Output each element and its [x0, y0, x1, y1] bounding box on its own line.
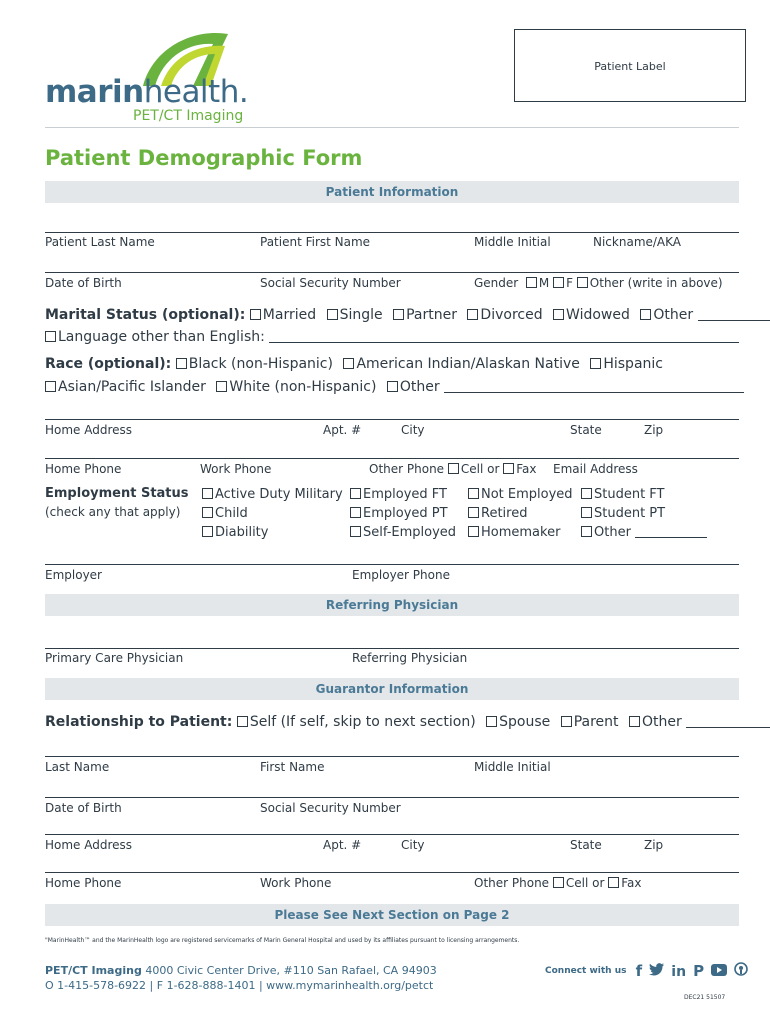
label-home-phone: Home Phone	[45, 462, 122, 476]
social-links	[545, 961, 748, 980]
label-g-state: State	[570, 838, 602, 852]
rel-parent-checkbox[interactable]: Parent	[561, 714, 619, 730]
emp-student-ft-checkbox[interactable]: Student FT	[581, 487, 707, 506]
race-asian-checkbox[interactable]: Asian/Pacific Islander	[45, 379, 206, 395]
phone-cell-checkbox[interactable]: Cell or	[448, 462, 500, 476]
relationship-row	[45, 714, 770, 730]
label-other-phone: Other Phone	[369, 462, 445, 476]
page-title: Patient Demographic Form	[45, 146, 363, 170]
label-referring: Referring Physician	[352, 651, 468, 665]
race-other-checkbox[interactable]: Other	[387, 379, 440, 395]
connect-text: Connect with us	[545, 966, 627, 976]
footer-phone-line: O 1-415-578-6922 | F 1-628-888-1401 | www.mymarinhealth.org/petct	[45, 979, 434, 992]
line-employer	[45, 564, 739, 565]
label-last-name: Patient Last Name	[45, 235, 155, 249]
emp-other-input[interactable]	[635, 525, 707, 538]
logo	[45, 28, 249, 126]
emp-employed-ft-checkbox[interactable]: Employed FT	[350, 487, 456, 506]
race-hispanic-checkbox[interactable]: Hispanic	[590, 356, 663, 372]
brand-subtitle: PET/CT Imaging	[133, 108, 244, 124]
label-ssn: Social Security Number	[260, 276, 401, 290]
race-row-2	[45, 379, 744, 395]
marital-status-row	[45, 307, 770, 323]
label-home-address: Home Address	[45, 423, 133, 437]
label-relationship: Relationship to Patient:	[45, 714, 233, 730]
line-g-dob	[45, 797, 739, 798]
label-employer-phone: Employer Phone	[352, 568, 450, 582]
footer-org: PET/CT Imaging	[45, 964, 142, 977]
header-divider	[45, 127, 739, 128]
race-white-checkbox[interactable]: White (non-Hispanic)	[216, 379, 376, 395]
race-row-1	[45, 356, 663, 372]
language-checkbox[interactable]: Language other than English:	[45, 329, 265, 345]
marital-single-checkbox[interactable]: Single	[327, 307, 383, 323]
label-gender: Gender	[474, 276, 519, 290]
emp-child-checkbox[interactable]: Child	[202, 506, 343, 525]
line-dob	[45, 272, 739, 273]
employment-status-label	[45, 486, 189, 519]
trademark-note: "MarinHealth™ and the MarinHealth logo are registered servicemarks of Marin General Hospital and used by its affiliates pursuant to licensing arrangements.	[45, 937, 520, 944]
gender-m-checkbox[interactable]: M	[526, 276, 549, 290]
g-phone-cell-checkbox[interactable]: Cell or	[553, 876, 605, 890]
label-g-address: Home Address	[45, 838, 133, 852]
label-g-dob: Date of Birth	[45, 801, 122, 815]
patient-label-text: Patient Label	[594, 60, 666, 73]
phone-fax-checkbox[interactable]: Fax	[503, 462, 536, 476]
gender-other-checkbox[interactable]: Other (write in above)	[577, 276, 723, 290]
form-code: DEC21 51507	[684, 994, 726, 1001]
patient-label-box	[514, 29, 746, 102]
label-g-ssn: Social Security Number	[260, 801, 401, 815]
section-bar-patient: Patient Information	[45, 181, 739, 203]
marital-divorced-checkbox[interactable]: Divorced	[467, 307, 542, 323]
label-g-middle: Middle Initial	[474, 760, 551, 774]
label-g-apt: Apt. #	[323, 838, 362, 852]
brand-name-a: marin	[45, 74, 144, 110]
employment-col-1	[202, 487, 343, 544]
language-input[interactable]	[269, 330, 739, 343]
linkedin-icon[interactable]: in	[671, 964, 687, 980]
twitter-icon[interactable]	[649, 963, 664, 976]
line-g-address	[45, 834, 739, 835]
emp-retired-checkbox[interactable]: Retired	[468, 506, 573, 525]
emp-homemaker-checkbox[interactable]: Homemaker	[468, 525, 573, 544]
rel-spouse-checkbox[interactable]: Spouse	[486, 714, 550, 730]
label-g-last: Last Name	[45, 760, 110, 774]
rel-other-input[interactable]	[686, 715, 770, 728]
label-g-zip: Zip	[644, 838, 664, 852]
brand-name-b: health.	[143, 74, 249, 110]
rel-other-checkbox[interactable]: Other	[629, 714, 682, 730]
label-apt: Apt. #	[323, 423, 362, 437]
label-middle: Middle Initial	[474, 235, 551, 249]
line-address	[45, 419, 739, 420]
line-phone	[45, 458, 739, 459]
label-work-phone: Work Phone	[200, 462, 272, 476]
emp-diability-checkbox[interactable]: Diability	[202, 525, 343, 544]
label-g-other-phone: Other Phone	[474, 876, 550, 890]
label-city: City	[401, 423, 425, 437]
section-bar-next: Please See Next Section on Page 2	[45, 904, 739, 926]
label-g-home-phone: Home Phone	[45, 876, 122, 890]
footer-address-line	[45, 964, 437, 977]
line-g-phone	[45, 872, 739, 873]
employment-col-4	[581, 487, 707, 544]
language-row	[45, 329, 739, 345]
race-american-indian-checkbox[interactable]: American Indian/Alaskan Native	[343, 356, 579, 372]
label-email: Email Address	[553, 462, 638, 476]
label-state: State	[570, 423, 602, 437]
label-zip: Zip	[644, 423, 664, 437]
section-bar-referring: Referring Physician	[45, 594, 739, 616]
employment-col-3	[468, 487, 573, 544]
line-physician	[45, 648, 739, 649]
gender-field	[474, 276, 723, 290]
label-pcp: Primary Care Physician	[45, 651, 184, 665]
marital-other-checkbox[interactable]: Other	[640, 307, 693, 323]
label-employment: Employment Status	[45, 486, 189, 501]
label-first-name: Patient First Name	[260, 235, 371, 249]
marital-married-checkbox[interactable]: Married	[250, 307, 316, 323]
section-bar-guarantor: Guarantor Information	[45, 678, 739, 700]
race-other-input[interactable]	[444, 380, 744, 393]
line-g-name	[45, 756, 739, 757]
emp-student-pt-checkbox[interactable]: Student PT	[581, 506, 707, 525]
marital-partner-checkbox[interactable]: Partner	[393, 307, 457, 323]
g-phone-fax-checkbox[interactable]: Fax	[608, 876, 641, 890]
emp-employed-pt-checkbox[interactable]: Employed PT	[350, 506, 456, 525]
g-other-phone-field	[474, 876, 642, 890]
youtube-icon[interactable]	[711, 964, 727, 976]
podcast-icon[interactable]	[734, 962, 748, 976]
rel-self-checkbox[interactable]: Self (If self, skip to next section)	[237, 714, 476, 730]
footer-address: 4000 Civic Center Drive, #110 San Rafael, CA 94903	[145, 964, 437, 977]
line-name	[45, 232, 739, 233]
label-g-first: First Name	[260, 760, 325, 774]
emp-other-checkbox[interactable]: Other	[581, 525, 707, 544]
marital-widowed-checkbox[interactable]: Widowed	[553, 307, 630, 323]
pinterest-icon[interactable]: P	[693, 962, 705, 980]
emp-self-employed-checkbox[interactable]: Self-Employed	[350, 525, 456, 544]
label-race: Race (optional):	[45, 356, 172, 372]
label-employment-hint: (check any that apply)	[45, 505, 181, 519]
race-black-checkbox[interactable]: Black (non-Hispanic)	[176, 356, 333, 372]
employment-col-2	[350, 487, 456, 544]
other-phone-field	[369, 462, 537, 476]
facebook-icon[interactable]: f	[635, 962, 643, 980]
label-nickname: Nickname/AKA	[593, 235, 682, 249]
label-marital: Marital Status (optional):	[45, 307, 246, 323]
gender-f-checkbox[interactable]: F	[553, 276, 573, 290]
label-employer: Employer	[45, 568, 102, 582]
label-g-work-phone: Work Phone	[260, 876, 332, 890]
emp-not-employed-checkbox[interactable]: Not Employed	[468, 487, 573, 506]
label-dob: Date of Birth	[45, 276, 122, 290]
marital-other-input[interactable]	[698, 308, 770, 321]
emp-active-duty-checkbox[interactable]: Active Duty Military	[202, 487, 343, 506]
label-g-city: City	[401, 838, 425, 852]
